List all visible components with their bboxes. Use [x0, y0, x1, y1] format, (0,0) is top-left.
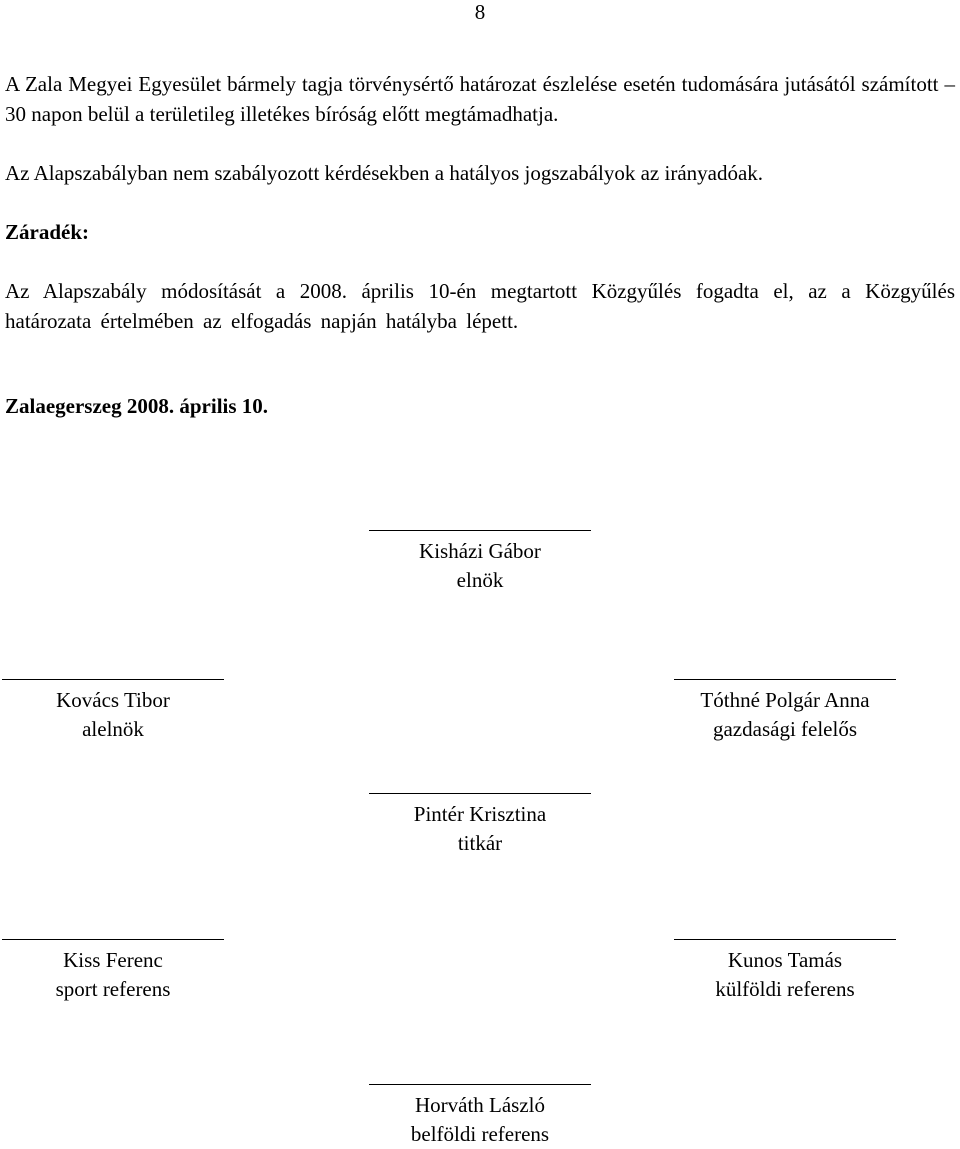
signatory-role: titkár [457, 831, 503, 855]
page-number: 8 [474, 0, 486, 24]
signature-block-foreign-referee [674, 939, 896, 1004]
signatory-name: Kunos Tamás [727, 948, 843, 972]
paragraph-amendment: Az Alapszabály módosítását a 2008. április 10-én megtartott Közgyűlés fogadta el, az a Közgyűlés határozata értelmében az elfogadás napján hatályba lépett. [5, 279, 955, 333]
signatory-name: Kiss Ferenc [63, 948, 163, 972]
signature-block-financial-officer [674, 679, 896, 744]
signatory-role: sport referens [55, 977, 171, 1001]
signatory-role: alelnök [82, 717, 144, 741]
signatory-role: külföldi referens [715, 977, 855, 1001]
signatory-name: Tóthné Polgár Anna [700, 688, 870, 712]
signature-line [674, 679, 896, 680]
signatory-name: Kovács Tibor [56, 688, 170, 712]
place-and-date: Zalaegerszeg 2008. április 10. [5, 394, 269, 418]
signature-line [369, 530, 591, 531]
signatory-role: elnök [456, 568, 504, 592]
clause-heading: Záradék: [5, 220, 89, 244]
signature-line [674, 939, 896, 940]
signature-block-president [369, 530, 591, 595]
signatory-name: Pintér Krisztina [413, 802, 547, 826]
signature-line [2, 939, 224, 940]
signatory-name: Horváth László [414, 1093, 546, 1117]
signature-block-vice-president [2, 679, 224, 744]
signature-block-domestic-referee [369, 1084, 591, 1149]
signature-line [2, 679, 224, 680]
signature-block-sport-referee [2, 939, 224, 1004]
signatory-name: Kisházi Gábor [419, 539, 541, 563]
signature-line [369, 793, 591, 794]
signatory-role: gazdasági felelős [712, 717, 858, 741]
signatory-role: belföldi referens [410, 1122, 550, 1146]
paragraph-challenge-rights: A Zala Megyei Egyesület bármely tagja törvénysértő határozat észlelése esetén tudomására jutásától számított – 30 napon belül a területileg illetékes bíróság előtt megtámadhatja. [5, 72, 955, 126]
signature-line [369, 1084, 591, 1085]
signature-block-secretary [369, 793, 591, 858]
paragraph-governing-law: Az Alapszabályban nem szabályozott kérdésekben a hatályos jogszabályok az irányadóak. [5, 161, 764, 185]
